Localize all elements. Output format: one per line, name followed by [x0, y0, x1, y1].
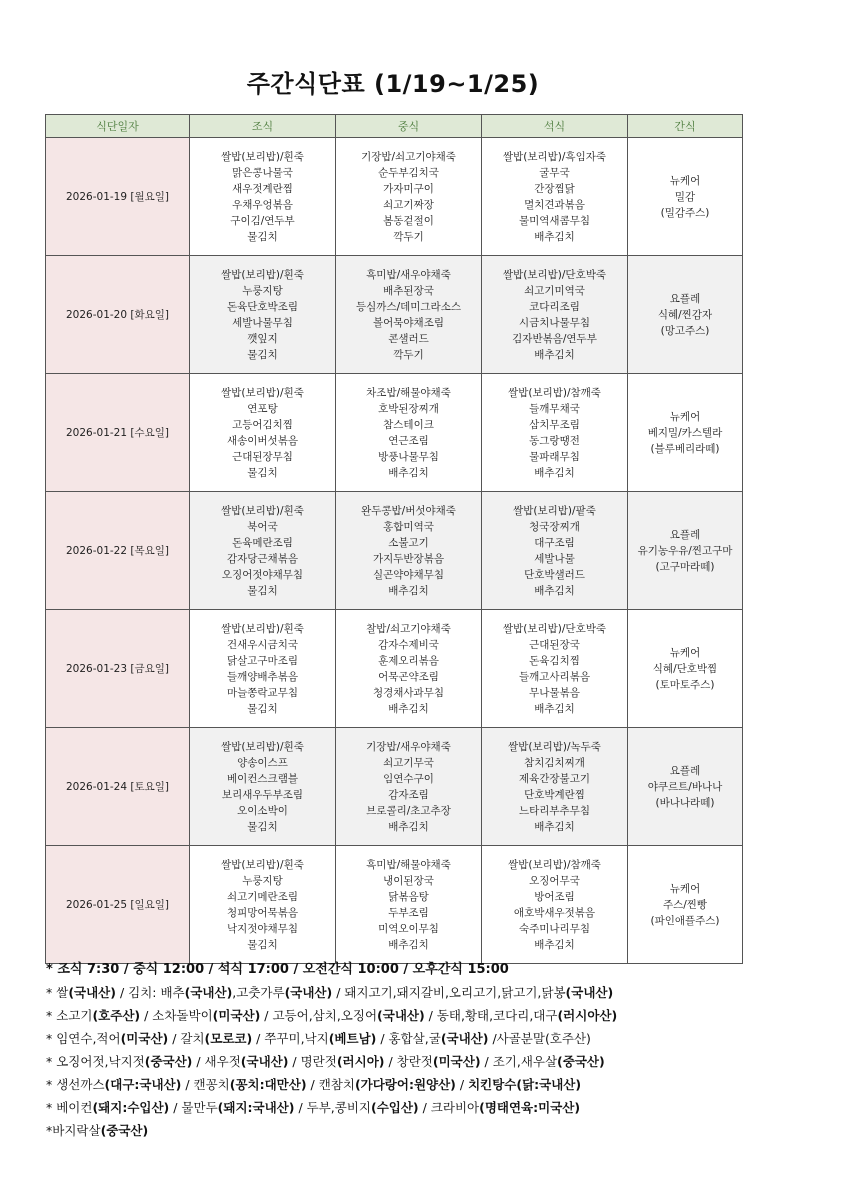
dinner-cell	[482, 846, 628, 964]
snack-item: (토마토주스)	[655, 678, 715, 691]
note-origin: (러시아산)	[557, 1008, 618, 1023]
snack-item: 뉴케어	[669, 646, 701, 659]
snack-item: 베지밀/카스텔라	[647, 426, 723, 439]
date-cell: 2026-01-21 [수요일]	[46, 374, 190, 492]
dinner-item: 배추김치	[534, 820, 575, 833]
note-text: / 홍합살,굴	[376, 1031, 441, 1046]
lunch-item: 콘샐러드	[388, 332, 429, 345]
origin-line-4	[46, 1050, 806, 1073]
note-origin: (꽁치:대만산)	[229, 1077, 307, 1092]
date-cell: 2026-01-24 [토요일]	[46, 728, 190, 846]
lunch-item: 차조밥/해물야채죽	[366, 386, 451, 399]
lunch-item: 배추김치	[388, 820, 429, 833]
lunch-item: 닭볶음탕	[388, 890, 429, 903]
date-cell: 2026-01-20 [화요일]	[46, 256, 190, 374]
dinner-item: 코다리조림	[529, 300, 580, 313]
dinner-item: 느타리부추무침	[518, 804, 590, 817]
breakfast-item: 물김치	[247, 702, 278, 715]
dinner-item: 쌀밥(보리밥)/팥죽	[513, 504, 596, 517]
lunch-item: 연근조림	[388, 434, 429, 447]
note-origin: (호주산)	[92, 1008, 141, 1023]
header-snack: 간식	[628, 115, 743, 138]
breakfast-item: 돈육메란조림	[232, 536, 293, 549]
origin-line-7	[46, 1119, 806, 1142]
dinner-item: 참치김치찌개	[524, 756, 585, 769]
breakfast-item: 깻잎지	[247, 332, 278, 345]
breakfast-item: 오징어젓야채무침	[221, 568, 304, 581]
snack-item: 식혜/단호박찜	[652, 662, 718, 675]
breakfast-item: 구이김/연두부	[230, 214, 295, 227]
date-cell: 2026-01-25 [일요일]	[46, 846, 190, 964]
snack-cell	[628, 492, 743, 610]
breakfast-item: 낙지젓야채무침	[226, 922, 298, 935]
dinner-cell	[482, 492, 628, 610]
lunch-item: 감자수제비국	[378, 638, 439, 651]
snack-item: 요플레	[669, 528, 701, 541]
note-text: / 돼지고기,돼지갈비,오리고기,닭고기,닭봉	[332, 985, 566, 1000]
origin-line-2	[46, 1004, 806, 1027]
breakfast-item: 쇠고기메란조림	[226, 890, 298, 903]
breakfast-item: 북어국	[247, 520, 278, 533]
breakfast-cell	[190, 374, 336, 492]
dinner-cell	[482, 256, 628, 374]
lunch-item: 흑미밥/해물야채죽	[366, 858, 451, 871]
note-text: ,고춧가루	[232, 985, 285, 1000]
note-origin: (돼지:수입산)	[92, 1100, 170, 1115]
lunch-item: 임연수구이	[383, 772, 434, 785]
dinner-item: 쇠고기미역국	[524, 284, 585, 297]
breakfast-item: 돈육단호박조림	[226, 300, 298, 313]
note-origin: 치킨탕수(닭:국내산)	[468, 1077, 582, 1092]
note-text: / 창란젓	[384, 1054, 433, 1069]
note-text: * 쌀	[46, 985, 69, 1000]
breakfast-item: 쌀밥(보리밥)/흰죽	[221, 858, 304, 871]
dinner-item: 쌀밥(보리밥)/녹두죽	[508, 740, 601, 753]
lunch-cell	[336, 374, 482, 492]
snack-cell	[628, 374, 743, 492]
lunch-item: 청경채사과무침	[372, 686, 444, 699]
lunch-item: 깍두기	[393, 230, 424, 243]
lunch-item: 쇠고기무국	[383, 756, 434, 769]
breakfast-item: 닭살고구마조림	[226, 654, 298, 667]
note-origin: (국내산)	[184, 985, 233, 1000]
lunch-item: 방풍나물무침	[378, 450, 439, 463]
dinner-item: 숙주미나리무침	[518, 922, 590, 935]
lunch-item: 미역오이무침	[378, 922, 439, 935]
snack-item: 주스/찐빵	[662, 898, 708, 911]
note-text: / 소차돌박이	[140, 1008, 213, 1023]
dinner-item: 간장찜닭	[534, 182, 575, 195]
note-text: / 캔꽁치	[181, 1077, 230, 1092]
lunch-item: 홍합미역국	[383, 520, 434, 533]
snack-item: (바나나라떼)	[655, 796, 715, 809]
note-text: * 임연수,적어	[46, 1031, 121, 1046]
breakfast-item: 쌀밥(보리밥)/흰죽	[221, 504, 304, 517]
breakfast-cell	[190, 138, 336, 256]
lunch-item: 완두콩밥/버섯야채죽	[361, 504, 456, 517]
origin-line-6	[46, 1096, 806, 1119]
snack-item: 유기농우유/찐고구마	[637, 544, 733, 557]
breakfast-item: 물김치	[247, 466, 278, 479]
note-origin: (모로코)	[204, 1031, 253, 1046]
breakfast-item: 연포탕	[247, 402, 278, 415]
breakfast-item: 쌀밥(보리밥)/흰죽	[221, 386, 304, 399]
dinner-item: 제육간장불고기	[518, 772, 590, 785]
lunch-cell	[336, 256, 482, 374]
dinner-item: 청국장찌개	[529, 520, 580, 533]
breakfast-item: 맑은콩나물국	[232, 166, 293, 179]
lunch-item: 감자조림	[388, 788, 429, 801]
note-text: * 오징어젓,낙지젓	[46, 1054, 145, 1069]
note-text: * 생선까스	[46, 1077, 105, 1092]
breakfast-item: 물김치	[247, 584, 278, 597]
note-text: / 캔참치	[306, 1077, 355, 1092]
breakfast-cell	[190, 728, 336, 846]
origin-line-1	[46, 981, 806, 1004]
origin-line-5	[46, 1073, 806, 1096]
table-header-row	[46, 115, 743, 138]
table-row	[46, 728, 743, 846]
dinner-item: 김자반볶음/연두부	[512, 332, 597, 345]
lunch-item: 배추된장국	[383, 284, 434, 297]
snack-item: (고구마라떼)	[655, 560, 715, 573]
lunch-cell	[336, 492, 482, 610]
note-origin: (중국산)	[557, 1054, 605, 1069]
note-text: / 갈치	[168, 1031, 205, 1046]
breakfast-item: 오이소박이	[237, 804, 288, 817]
breakfast-item: 양송이스프	[237, 756, 288, 769]
breakfast-item: 물김치	[247, 230, 278, 243]
note-text: *바지락살	[46, 1123, 101, 1138]
breakfast-item: 쌀밥(보리밥)/흰죽	[221, 740, 304, 753]
note-origin: (미국산)	[212, 1008, 261, 1023]
snack-item: 밀감	[674, 190, 696, 203]
breakfast-item: 청피망어묵볶음	[226, 906, 298, 919]
breakfast-item: 고등어김치찜	[232, 418, 293, 431]
lunch-item: 기장밥/쇠고기야채죽	[361, 150, 456, 163]
breakfast-item: 마늘쫑락교무침	[226, 686, 298, 699]
note-origin: (가다랑어:원양산)	[354, 1077, 456, 1092]
lunch-item: 순두부김치국	[378, 166, 439, 179]
table-row	[46, 610, 743, 728]
lunch-item: 찰밥/쇠고기야채죽	[366, 622, 451, 635]
note-text: * 소고기	[46, 1008, 93, 1023]
note-origin: (수입산)	[370, 1100, 419, 1115]
dinner-item: 삼치무조림	[529, 418, 580, 431]
dinner-item: 동그랑땡전	[529, 434, 580, 447]
note-origin: (미국산)	[432, 1054, 481, 1069]
note-text: / 고등어,삼치,오징어	[260, 1008, 378, 1023]
dinner-item: 들깨고사리볶음	[518, 670, 590, 683]
dinner-item: 배추김치	[534, 348, 575, 361]
note-text: / 쭈꾸미,낙지	[252, 1031, 329, 1046]
lunch-item: 흑미밥/새우야채죽	[366, 268, 451, 281]
note-text: /사골분말(호주산)	[488, 1031, 591, 1046]
lunch-item: 실곤약야채무침	[372, 568, 444, 581]
lunch-item: 어묵곤약조림	[378, 670, 439, 683]
breakfast-item: 물김치	[247, 348, 278, 361]
snack-item: 요플레	[669, 292, 701, 305]
snack-item: (망고주스)	[660, 324, 710, 337]
dinner-item: 근대된장국	[529, 638, 580, 651]
note-origin: (중국산)	[100, 1123, 149, 1138]
header-breakfast: 조식	[190, 115, 336, 138]
dinner-item: 쌀밥(보리밥)/단호박죽	[502, 268, 607, 281]
lunch-item: 볼어묵야채조림	[372, 316, 444, 329]
snack-cell	[628, 256, 743, 374]
snack-cell	[628, 846, 743, 964]
dinner-cell	[482, 610, 628, 728]
breakfast-item: 베이컨스크램블	[226, 772, 298, 785]
dinner-item: 대구조림	[534, 536, 575, 549]
dinner-item: 들깨무채국	[529, 402, 580, 415]
dinner-cell	[482, 728, 628, 846]
note-text: / 두부,콩비지	[294, 1100, 371, 1115]
meal-hours: * 조식 7:30 / 중식 12:00 / 석식 17:00 / 오전간식 10:00 / 오후간식 15:00	[46, 962, 509, 977]
breakfast-cell	[190, 846, 336, 964]
note-text: / 새우젓	[192, 1054, 241, 1069]
lunch-item: 기장밥/새우야채죽	[366, 740, 451, 753]
lunch-item: 쇠고기짜장	[383, 198, 434, 211]
snack-item: 뉴케어	[669, 174, 701, 187]
dinner-item: 멸치견과볶음	[524, 198, 585, 211]
dinner-item: 쌀밥(보리밥)/흑임자죽	[502, 150, 607, 163]
dinner-item: 배추김치	[534, 466, 575, 479]
breakfast-item: 세발나물무침	[232, 316, 293, 329]
lunch-item: 배추김치	[388, 584, 429, 597]
note-text: /	[455, 1077, 469, 1092]
notes-section	[46, 958, 806, 1142]
breakfast-item: 쌀밥(보리밥)/흰죽	[221, 268, 304, 281]
lunch-item: 호박된장찌개	[378, 402, 439, 415]
dinner-item: 방어조림	[534, 890, 575, 903]
lunch-cell	[336, 728, 482, 846]
weekly-menu-table	[45, 114, 743, 964]
lunch-cell	[336, 610, 482, 728]
snack-item: 야쿠르트/바나나	[647, 780, 723, 793]
note-origin: (국내산)	[377, 1008, 425, 1023]
table-row	[46, 256, 743, 374]
snack-cell	[628, 610, 743, 728]
note-text: / 물만두	[169, 1100, 218, 1115]
lunch-item: 두부조림	[388, 906, 429, 919]
lunch-item: 훈제오리볶음	[378, 654, 439, 667]
breakfast-item: 우채우엉볶음	[232, 198, 293, 211]
note-origin: (미국산)	[120, 1031, 169, 1046]
dinner-item: 배추김치	[534, 702, 575, 715]
date-cell: 2026-01-19 [월요일]	[46, 138, 190, 256]
dinner-item: 배추김치	[534, 584, 575, 597]
note-origin: (국내산)	[68, 985, 116, 1000]
breakfast-item: 새우젓계란찜	[232, 182, 293, 195]
lunch-item: 등심까스/데미그라소스	[356, 300, 461, 313]
dinner-item: 단호박계란찜	[524, 788, 585, 801]
breakfast-item: 들깨양배추볶음	[226, 670, 298, 683]
lunch-item: 참스테이크	[383, 418, 434, 431]
lunch-item: 봄동겉절이	[383, 214, 434, 227]
snack-item: 요플레	[669, 764, 701, 777]
note-origin: (명태연육:미국산)	[479, 1100, 581, 1115]
lunch-item: 브로콜리/초고추장	[366, 804, 451, 817]
note-text: / 조기,새우살	[480, 1054, 558, 1069]
note-origin: (국내산)	[440, 1031, 489, 1046]
dinner-item: 쌀밥(보리밥)/참깨죽	[508, 858, 601, 871]
dinner-item: 물파래무침	[529, 450, 580, 463]
origin-line-3	[46, 1027, 806, 1050]
lunch-item: 배추김치	[388, 466, 429, 479]
note-text: / 명란젓	[288, 1054, 337, 1069]
dinner-item: 배추김치	[534, 938, 575, 951]
breakfast-item: 누룽지탕	[242, 874, 283, 887]
table-row	[46, 492, 743, 610]
lunch-item: 가지두반장볶음	[372, 552, 444, 565]
dinner-item: 무나물볶음	[529, 686, 580, 699]
dinner-item: 물미역새콤무침	[518, 214, 590, 227]
breakfast-item: 건새우시금치국	[226, 638, 298, 651]
note-origin: (돼지:국내산)	[217, 1100, 295, 1115]
lunch-item: 배추김치	[388, 938, 429, 951]
lunch-item: 냉이된장국	[383, 874, 434, 887]
lunch-item: 소불고기	[388, 536, 429, 549]
breakfast-item: 물김치	[247, 820, 278, 833]
snack-item: (파인애플주스)	[650, 914, 720, 927]
dinner-item: 애호박새우젓볶음	[513, 906, 596, 919]
table-row	[46, 374, 743, 492]
date-cell: 2026-01-23 [금요일]	[46, 610, 190, 728]
header-lunch: 중식	[336, 115, 482, 138]
snack-cell	[628, 138, 743, 256]
breakfast-cell	[190, 610, 336, 728]
breakfast-item: 물김치	[247, 938, 278, 951]
note-text: * 베이컨	[46, 1100, 93, 1115]
dinner-item: 시금치나물무침	[518, 316, 590, 329]
dinner-item: 굴무국	[539, 166, 570, 179]
dinner-item: 배추김치	[534, 230, 575, 243]
note-origin: (대구:국내산)	[104, 1077, 182, 1092]
breakfast-item: 쌀밥(보리밥)/흰죽	[221, 622, 304, 635]
breakfast-item: 근대된장무침	[232, 450, 293, 463]
snack-item: (블루베리라떼)	[650, 442, 720, 455]
note-origin: (국내산)	[565, 985, 614, 1000]
lunch-cell	[336, 138, 482, 256]
dinner-item: 오징어무국	[529, 874, 580, 887]
lunch-item: 가자미구이	[383, 182, 434, 195]
note-origin: (국내산)	[240, 1054, 289, 1069]
note-origin: (베트남)	[328, 1031, 377, 1046]
note-text: / 동태,황태,코다리,대구	[424, 1008, 558, 1023]
dinner-item: 돈육김치찜	[529, 654, 580, 667]
breakfast-item: 새송이버섯볶음	[226, 434, 298, 447]
dinner-cell	[482, 138, 628, 256]
breakfast-item: 쌀밥(보리밥)/흰죽	[221, 150, 304, 163]
breakfast-item: 감자당근채볶음	[226, 552, 298, 565]
note-origin: (중국산)	[144, 1054, 193, 1069]
snack-item: 식혜/찐감자	[657, 308, 713, 321]
snack-item: 뉴케어	[669, 882, 701, 895]
dinner-cell	[482, 374, 628, 492]
snack-item: 뉴케어	[669, 410, 701, 423]
snack-cell	[628, 728, 743, 846]
header-date: 식단일자	[46, 115, 190, 138]
breakfast-cell	[190, 256, 336, 374]
lunch-item: 배추김치	[388, 702, 429, 715]
breakfast-cell	[190, 492, 336, 610]
note-origin: (러시아)	[336, 1054, 385, 1069]
dinner-item: 쌀밥(보리밥)/참깨죽	[508, 386, 601, 399]
table-row	[46, 138, 743, 256]
dinner-item: 단호박샐러드	[524, 568, 585, 581]
date-cell: 2026-01-22 [목요일]	[46, 492, 190, 610]
snack-item: (밀감주스)	[660, 206, 710, 219]
breakfast-item: 보리새우두부조림	[221, 788, 304, 801]
note-text: / 크라비아	[418, 1100, 480, 1115]
lunch-cell	[336, 846, 482, 964]
table-row	[46, 846, 743, 964]
note-text: / 김치: 배추	[115, 985, 185, 1000]
dinner-item: 쌀밥(보리밥)/단호박죽	[502, 622, 607, 635]
breakfast-item: 누룽지탕	[242, 284, 283, 297]
page-title: 주간식단표 (1/19~1/25)	[246, 70, 540, 98]
dinner-item: 세발나물	[534, 552, 575, 565]
note-origin: (국내산)	[284, 985, 333, 1000]
header-dinner: 석식	[482, 115, 628, 138]
lunch-item: 깍두기	[393, 348, 424, 361]
